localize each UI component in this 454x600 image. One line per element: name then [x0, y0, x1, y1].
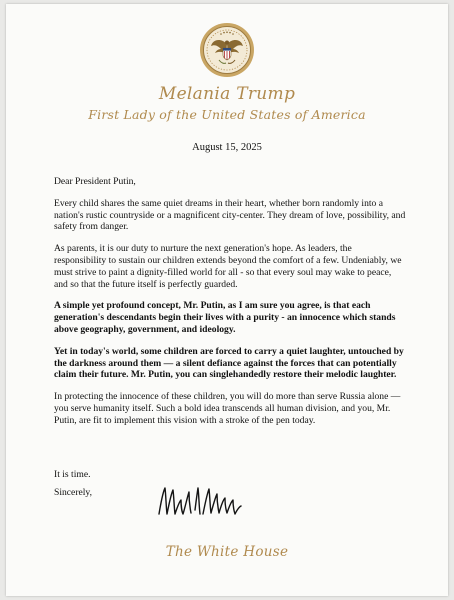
- signer-title: First Lady of the United States of America: [88, 107, 366, 122]
- paragraph-2: As parents, it is our duty to nurture the next generation's hope. As leaders, the responsibility to sustain our children extends beyond the comfort of a few. Undeniably, we must strive to paint a dignity-filled world for all - so that every soul may wake to peace, and so that the future itself is perfectly guarded.: [54, 243, 402, 290]
- letter-date: August 15, 2025: [192, 142, 262, 153]
- presidential-seal-icon: [199, 22, 255, 78]
- closing-line: It is time.: [54, 469, 91, 480]
- paragraph-1: Every child shares the same quiet dreams in their heart, whether born randomly into a nation's rustic countryside or a magnificent city-center. They dream of love, possibility, and safety from danger.: [54, 197, 406, 233]
- paragraph-5: In protecting the innocence of these children, you will do more than serve Russia alone — you serve humanity itself. Such a bold idea transcends all human division, and you, Mr. Putin, are fit to implement this vision with a stroke of the pen today.: [54, 391, 401, 426]
- paragraph-4: Yet in today's world, some children are forced to carry a quiet laughter, untouched by the darkness around them — a silent defiance against the forces that can potentially claim their future. Mr. Putin, you can singlehandedly restore their melodic laughter.: [54, 345, 404, 381]
- signer-name: Melania Trump: [158, 84, 296, 104]
- footer-the-white-house: The White House: [165, 544, 289, 560]
- salutation: Dear President Putin,: [54, 176, 136, 187]
- valediction: Sincerely,: [54, 487, 93, 498]
- paragraph-3: A simple yet profound concept, Mr. Putin, as I am sure you agree, is that each generation's descendants begin their lives with a purity - an innocence which stands above geography, government, and ideology.: [54, 300, 396, 335]
- letter-body: [54, 176, 406, 437]
- handwritten-signature-icon: [155, 480, 245, 522]
